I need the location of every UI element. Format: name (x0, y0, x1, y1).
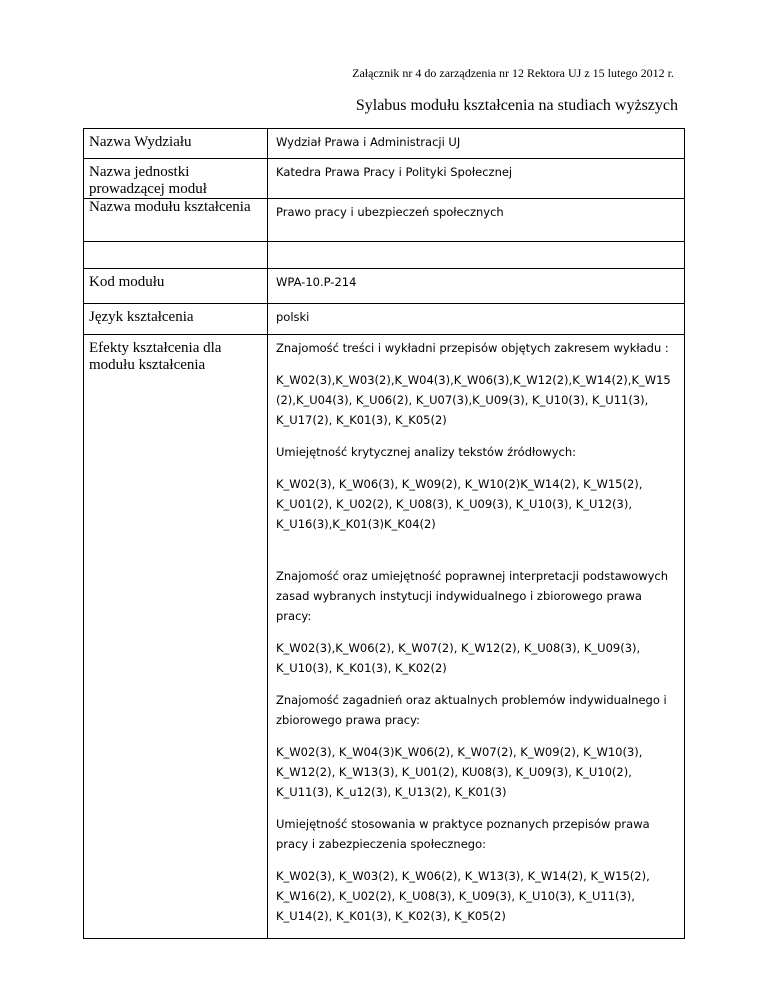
value-jezyk: polski (268, 304, 685, 335)
outcome-codes: K_W02(3),K_W06(2), K_W07(2), K_W12(2), K_U08(3), K_U09(3), K_U10(3), K_K01(3), K_K02(2) (276, 641, 641, 675)
outcome-heading: Znajomość oraz umiejętność poprawnej interpretacji podstawowych zasad wybranych instytucji indywidualnego i zbiorowego prawa pracy: (276, 569, 669, 623)
value-efekty (268, 335, 685, 939)
outcome-codes: K_W02(3),K_W03(2),K_W04(3),K_W06(3),K_W12(2),K_W14(2),K_W15 (2),K_U04(3), K_U06(2), K_U07(3),K_U09(3), K_U10(3), K_U11(3), K_U17(2), K_K01(3), K_K05(2) (276, 373, 671, 427)
label-efekty: Efekty kształcenia dla modułu kształcenia (84, 335, 268, 939)
table-row (84, 269, 685, 304)
value-wydzial: Wydział Prawa i Administracji UJ (268, 129, 685, 159)
label-jednostka: Nazwa jednostki prowadzącej moduł (84, 159, 268, 199)
table-row (84, 304, 685, 335)
empty-cell (84, 242, 268, 269)
outcome-heading: Znajomość zagadnień oraz aktualnych problemów indywidualnego i zbiorowego prawa pracy: (276, 693, 667, 727)
outcome-heading: Umiejętność stosowania w praktyce poznanych przepisów prawa pracy i zabezpieczenia społecznego: (276, 817, 650, 851)
table-row-empty (84, 242, 685, 269)
label-modul: Nazwa modułu kształcenia (84, 199, 268, 242)
spacer (276, 546, 676, 566)
outcome-codes: K_W02(3), K_W06(3), K_W09(2), K_W10(2)K_W14(2), K_W15(2), K_U01(2), K_U02(2), K_U08(3), K_U09(3), K_U10(3), K_U12(3), K_U16(3),K_K01(3)K_K04(2) (276, 477, 643, 531)
outcome-codes: K_W02(3), K_W03(2), K_W06(2), K_W13(3), K_W14(2), K_W15(2), K_W16(2), K_U02(2), K_U08(3), K_U09(3), K_U10(3), K_U11(3), K_U14(2), K_K01(3), K_K02(3), K_K05(2) (276, 869, 650, 923)
outcome-codes: K_W02(3), K_W04(3)K_W06(2), K_W07(2), K_W09(2), K_W10(3), K_W12(2), K_W13(3), K_U01(2), KU08(3), K_U09(3), K_U10(2), K_U11(3), K_u12(3), K_U13(2), K_K01(3) (276, 745, 643, 799)
value-modul: Prawo pracy i ubezpieczeń społecznych (268, 199, 685, 242)
table-row (84, 159, 685, 199)
outcome-heading: Umiejętność krytycznej analizy tekstów źródłowych: (276, 445, 577, 459)
outcome-heading: Znajomość treści i wykładni przepisów objętych zakresem wykładu : (276, 341, 669, 355)
label-kod: Kod modułu (84, 269, 268, 304)
table-row (84, 199, 685, 242)
table-row (84, 129, 685, 159)
value-kod: WPA-10.P-214 (268, 269, 685, 304)
attachment-note: Załącznik nr 4 do zarządzenia nr 12 Rektora UJ z 15 lutego 2012 r. (352, 66, 674, 80)
empty-cell (268, 242, 685, 269)
syllabus-table (83, 128, 685, 939)
value-jednostka: Katedra Prawa Pracy i Polityki Społecznej (268, 159, 685, 199)
document-title: Sylabus modułu kształcenia na studiach wyższych (355, 97, 678, 114)
label-wydzial: Nazwa Wydziału (84, 129, 268, 159)
label-jezyk: Język kształcenia (84, 304, 268, 335)
table-row (84, 335, 685, 939)
